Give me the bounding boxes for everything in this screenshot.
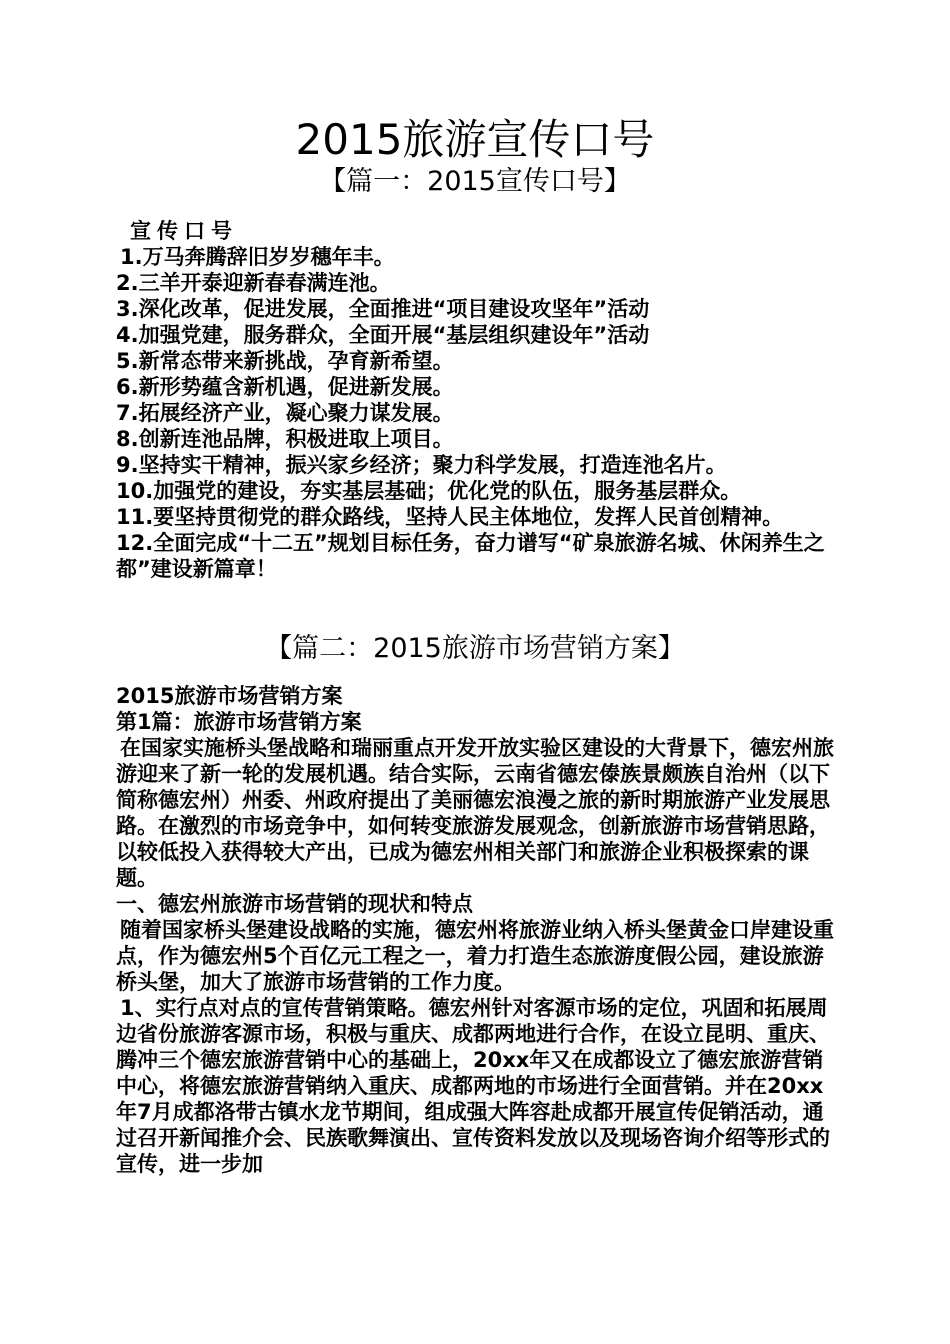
slogans-subtitle: 宣传口号: [130, 219, 238, 243]
slogan-item: 6.新形势蕴含新机遇，促进新发展。: [116, 375, 454, 399]
slogan-item: 7.拓展经济产业，凝心聚力谋发展。: [116, 401, 454, 425]
slogan-item: 4.加强党建，服务群众，全面开展“基层组织建设年”活动: [116, 323, 650, 347]
slogan-item: 8.创新连池品牌，积极进取上项目。: [116, 427, 454, 451]
slogan-item: 3.深化改革，促进发展，全面推进“项目建设攻坚年”活动: [116, 297, 650, 321]
part2-heading: 【篇二：2015旅游市场营销方案】: [265, 633, 685, 664]
slogan-item: 2.三羊开泰迎新春春满连池。: [116, 271, 391, 295]
document-title: 2015旅游宣传口号: [295, 115, 655, 164]
slogan-item: 1.万马奔腾辞旧岁岁穗年丰。: [120, 245, 395, 269]
slogan-item: 5.新常态带来新挑战，孕育新希望。: [116, 349, 454, 373]
plan-chapter: 第1篇：旅游市场营销方案: [116, 710, 362, 734]
point-1-paragraph: 1、实行点对点的宣传营销策略。德宏州针对客源市场的定位，巩固和拓展周边省份旅游客源市场，积极与重庆、成都两地进行合作，在设立昆明、重庆、腾冲三个德宏旅游营销中心的基础上，20xx年又在成都设立了德宏旅游营销中心，将德宏旅游营销纳入重庆、成都两地的市场进行全面营销。并在20xx年7月成都洛带古镇水龙节期间，组成强大阵容赴成都开展宣传促销活动，通过召开新闻推介会、民族歌舞演出、宣传资料发放以及现场咨询介绍等形式的宣传，进一步加: [116, 996, 830, 1176]
slogan-item: 10.加强党的建设，夯实基层基础；优化党的队伍，服务基层群众。: [116, 479, 742, 503]
slogan-item: 11.要坚持贯彻党的群众路线，坚持人民主体地位，发挥人民首创精神。: [116, 505, 784, 529]
marketing-plan: [116, 683, 836, 1177]
plan-intro-paragraph: 在国家实施桥头堡战略和瑞丽重点开发开放实验区建设的大背景下，德宏州旅游迎来了新一轮的发展机遇。结合实际，云南省德宏傣族景颇族自治州（以下简称德宏州）州委、州政府提出了美丽德宏浪漫之旅的新时期旅游产业发展思路。在激烈的市场竞争中，如何转变旅游发展观念，创新旅游市场营销思路，以较低投入获得较大产出，已成为德宏州相关部门和旅游企业积极探索的课题。: [116, 736, 834, 890]
part1-heading: 【篇一：2015宣传口号】: [319, 166, 631, 197]
plan-title: 2015旅游市场营销方案: [116, 684, 343, 708]
slogan-item: 9.坚持实干精神，振兴家乡经济；聚力科学发展，打造连池名片。: [116, 453, 727, 477]
section-heading-1: 一、德宏州旅游市场营销的现状和特点: [116, 892, 473, 916]
section-1-paragraph: 随着国家桥头堡建设战略的实施，德宏州将旅游业纳入桥头堡黄金口岸建设重点，作为德宏州5个百亿元工程之一，着力打造生态旅游度假公园，建设旅游桥头堡，加大了旅游市场营销的工作力度。: [116, 918, 834, 994]
slogan-item: 12.全面完成“十二五”规划目标任务，奋力谱写“矿泉旅游名城、休闲养生之都”建设新篇章！: [116, 531, 825, 581]
slogans-list: [116, 218, 836, 582]
